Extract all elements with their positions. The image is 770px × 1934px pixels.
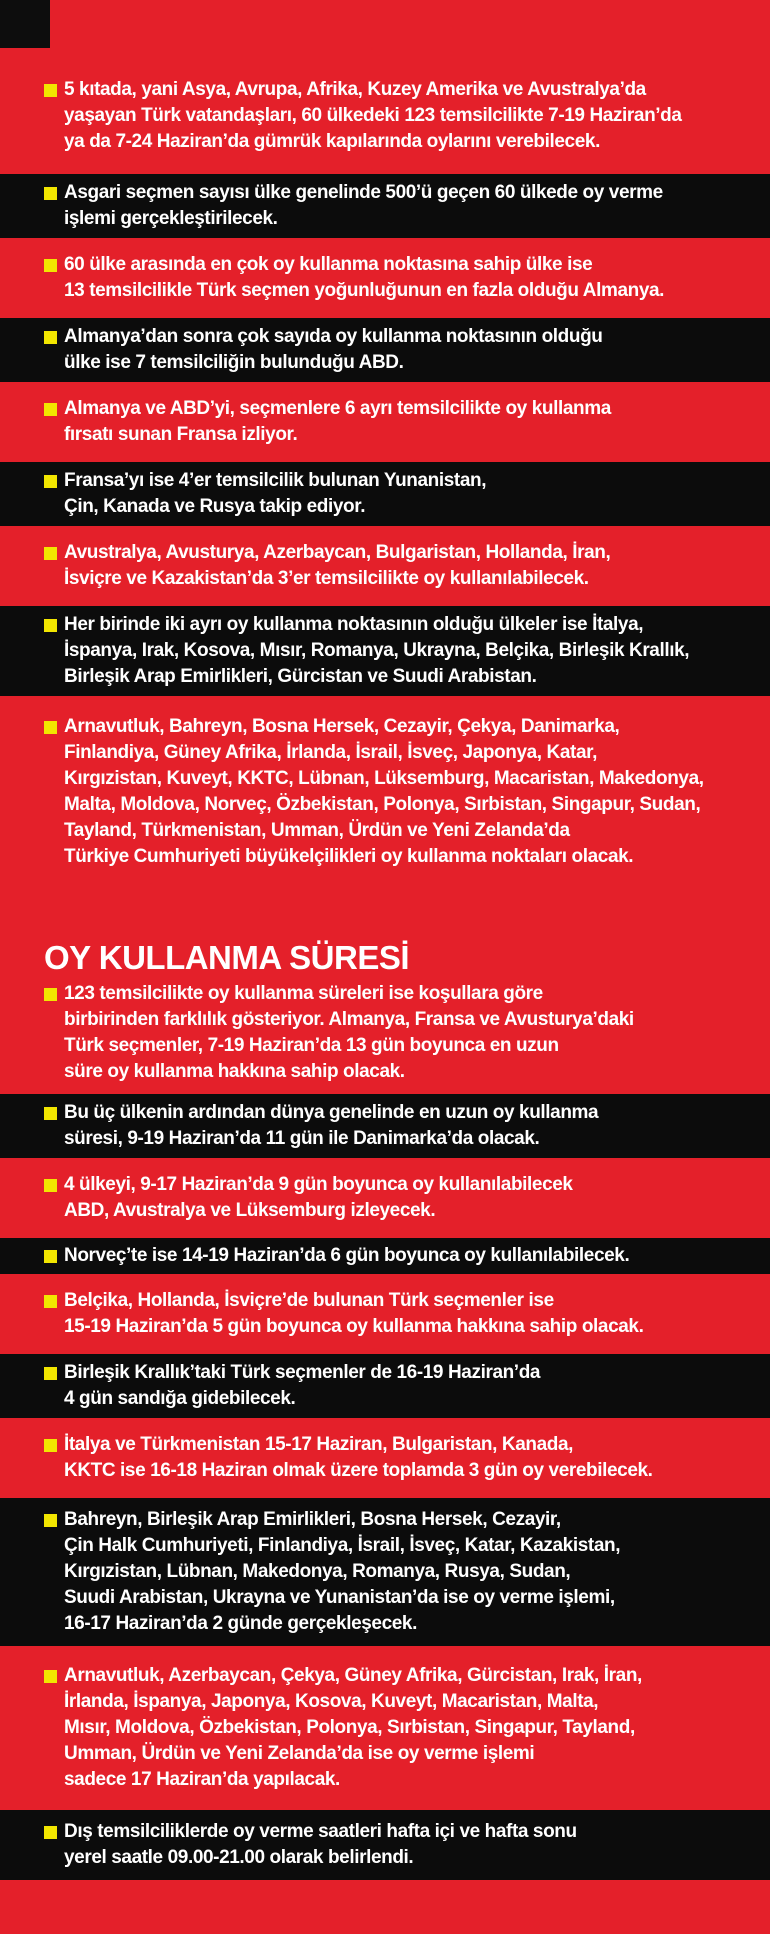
- info-band: [0, 1238, 770, 1274]
- bullet-square-icon: [44, 1670, 57, 1683]
- bullet-square-icon: [44, 1107, 57, 1120]
- info-band: [0, 1094, 770, 1158]
- section-voting-duration: [0, 980, 770, 1880]
- bullet-square-icon: [44, 721, 57, 734]
- corner-block: [0, 0, 50, 48]
- bullet-square-icon: [44, 259, 57, 272]
- info-paragraph: Bu üç ülkenin ardından dünya genelinde en uzun oy kullanma süresi, 9-19 Haziran’da 11 gün ile Danimarka’da olacak.: [44, 1100, 750, 1152]
- info-band: [0, 174, 770, 238]
- info-band: [0, 1810, 770, 1880]
- info-band: [0, 980, 770, 1086]
- info-paragraph: Avustralya, Avusturya, Azerbaycan, Bulgaristan, Hollanda, İran, İsviçre ve Kazakistan’da 3’er temsilcilikte oy kullanılabilecek.: [44, 540, 750, 592]
- bullet-square-icon: [44, 403, 57, 416]
- info-band: [0, 318, 770, 382]
- info-band: [0, 1654, 770, 1802]
- info-paragraph: İtalya ve Türkmenistan 15-17 Haziran, Bulgaristan, Kanada, KKTC ise 16-18 Haziran olmak üzere toplamda 3 gün oy verebilecek.: [44, 1432, 750, 1484]
- info-paragraph: Arnavutluk, Bahreyn, Bosna Hersek, Cezayir, Çekya, Danimarka, Finlandiya, Güney Afrika, İrlanda, İsrail, İsveç, Japonya, Katar, Kırgızistan, Kuveyt, KKTC, Lübnan, Lüksemburg, Macaristan, Makedonya, Malta, Moldova, Norveç, Özbekistan, Polonya, Sırbistan, Singapur, Sudan, Tayland, Türkmenistan, Umman, Ürdün ve Yeni Zelanda’da Türkiye Cumhuriyeti büyükelçilikleri oy kullanma noktaları olacak.: [44, 714, 750, 870]
- info-band: [0, 246, 770, 310]
- section-overseas-voting-locations: [0, 66, 770, 880]
- info-band: [0, 390, 770, 454]
- info-paragraph: Dış temsilciliklerde oy verme saatleri hafta içi ve hafta sonu yerel saatle 09.00-21.00 olarak belirlendi.: [44, 1819, 750, 1871]
- info-paragraph: 4 ülkeyi, 9-17 Haziran’da 9 gün boyunca oy kullanılabilecek ABD, Avustralya ve Lüksemburg izleyecek.: [44, 1172, 750, 1224]
- bullet-square-icon: [44, 475, 57, 488]
- section-heading: OY KULLANMA SÜRESİ: [44, 939, 410, 976]
- info-paragraph: Arnavutluk, Azerbaycan, Çekya, Güney Afrika, Gürcistan, Irak, İran, İrlanda, İspanya, Japonya, Kosova, Kuveyt, Macaristan, Malta, Mısır, Moldova, Özbekistan, Polonya, Sırbistan, Singapur, Tayland, Umman, Ürdün ve Yeni Zelanda’da ise oy verme işlemi sadece 17 Haziran’da yapılacak.: [44, 1663, 750, 1793]
- bullet-square-icon: [44, 1250, 57, 1263]
- info-band: [0, 1426, 770, 1490]
- bullet-square-icon: [44, 187, 57, 200]
- info-band: [0, 1498, 770, 1646]
- bullet-square-icon: [44, 1514, 57, 1527]
- info-band: [0, 1354, 770, 1418]
- info-band: [0, 534, 770, 598]
- info-paragraph: Asgari seçmen sayısı ülke genelinde 500’ü geçen 60 ülkede oy verme işlemi gerçekleştirilecek.: [44, 180, 750, 232]
- info-paragraph: Belçika, Hollanda, İsviçre’de bulunan Türk seçmenler ise 15-19 Haziran’da 5 gün boyunca oy kullanma hakkına sahip olacak.: [44, 1288, 750, 1340]
- info-paragraph: Almanya ve ABD’yi, seçmenlere 6 ayrı temsilcilikte oy kullanma fırsatı sunan Fransa izliyor.: [44, 396, 750, 448]
- info-band: [0, 704, 770, 880]
- info-paragraph: 5 kıtada, yani Asya, Avrupa, Afrika, Kuzey Amerika ve Avustralya’da yaşayan Türk vatandaşları, 60 ülkedeki 123 temsilcilikte 7-19 Haziran’da ya da 7-24 Haziran’da gümrük kapılarında oylarını verebilecek.: [44, 77, 750, 155]
- info-paragraph: Bahreyn, Birleşik Arap Emirlikleri, Bosna Hersek, Cezayir, Çin Halk Cumhuriyeti, Finlandiya, İsrail, İsveç, Katar, Kazakistan, Kırgızistan, Lübnan, Makedonya, Romanya, Rusya, Sudan, Suudi Arabistan, Ukrayna ve Yunanistan’da ise oy verme işlemi, 16-17 Haziran’da 2 günde gerçekleşecek.: [44, 1507, 750, 1637]
- bullet-square-icon: [44, 1295, 57, 1308]
- bullet-square-icon: [44, 619, 57, 632]
- bullet-square-icon: [44, 84, 57, 97]
- info-paragraph: Almanya’dan sonra çok sayıda oy kullanma noktasının olduğu ülke ise 7 temsilciliğin bulunduğu ABD.: [44, 324, 750, 376]
- bullet-square-icon: [44, 547, 57, 560]
- info-paragraph: Fransa’yı ise 4’er temsilcilik bulunan Yunanistan, Çin, Kanada ve Rusya takip ediyor.: [44, 468, 750, 520]
- bullet-square-icon: [44, 1179, 57, 1192]
- bullet-square-icon: [44, 988, 57, 1001]
- bullet-square-icon: [44, 1826, 57, 1839]
- bullet-square-icon: [44, 331, 57, 344]
- info-paragraph: Norveç’te ise 14-19 Haziran’da 6 gün boyunca oy kullanılabilecek.: [44, 1243, 750, 1269]
- info-band: [0, 66, 770, 166]
- info-band: [0, 462, 770, 526]
- info-paragraph: Her birinde iki ayrı oy kullanma noktasının olduğu ülkeler ise İtalya, İspanya, Irak, Kosova, Mısır, Romanya, Ukrayna, Belçika, Birleşik Krallık, Birleşik Arap Emirlikleri, Gürcistan ve Suudi Arabistan.: [44, 612, 750, 690]
- info-paragraph: Birleşik Krallık’taki Türk seçmenler de 16-19 Haziran’da 4 gün sandığa gidebilecek.: [44, 1360, 750, 1412]
- info-band: [0, 1166, 770, 1230]
- info-band: [0, 1282, 770, 1346]
- info-band: [0, 606, 770, 696]
- info-paragraph: 123 temsilcilikte oy kullanma süreleri ise koşullara göre birbirinden farklılık gösteriyor. Almanya, Fransa ve Avusturya’daki Türk seçmenler, 7-19 Haziran’da 13 gün boyunca en uzun süre oy kullanma hakkına sahip olacak.: [44, 981, 750, 1085]
- bullet-square-icon: [44, 1367, 57, 1380]
- info-paragraph: 60 ülke arasında en çok oy kullanma noktasına sahip ülke ise 13 temsilcilikle Türk seçmen yoğunluğunun en fazla olduğu Almanya.: [44, 252, 750, 304]
- bullet-square-icon: [44, 1439, 57, 1452]
